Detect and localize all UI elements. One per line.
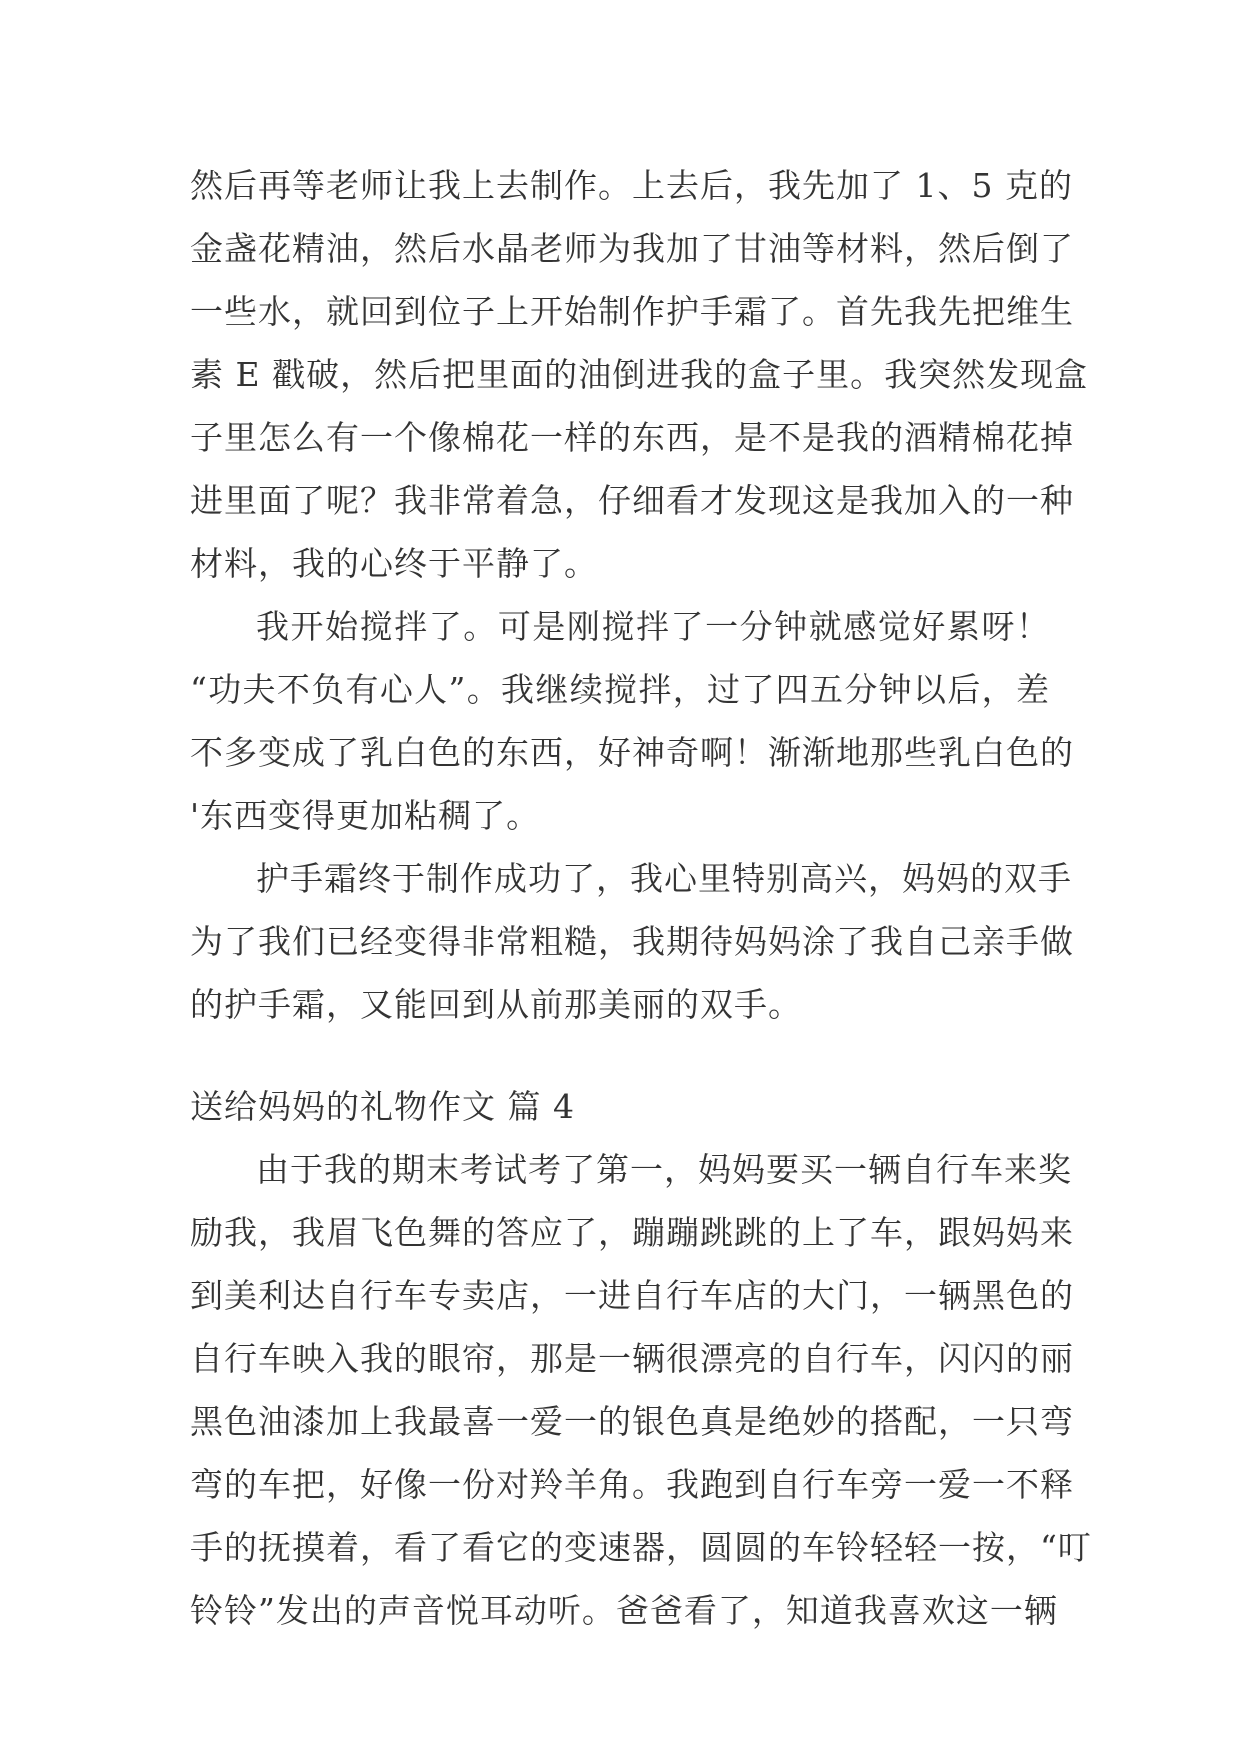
text-line: 到美利达自行车专卖店，一进自行车店的大门，一辆黑色的	[190, 1276, 1074, 1315]
text-line: 的护手霜，又能回到从前那美丽的双手。	[190, 985, 802, 1024]
text-line: 材料，我的心终于平静了。	[190, 544, 598, 583]
text-line: 铃铃”发出的声音悦耳动听。爸爸看了，知道我喜欢这一辆	[190, 1591, 1058, 1630]
text-line: 素 E 戳破，然后把里面的油倒进我的盒子里。我突然发现盒	[190, 355, 1089, 394]
text-line: 我开始搅拌了。可是刚搅拌了一分钟就感觉好累呀！	[256, 607, 1050, 646]
text-line: 黑色油漆加上我最喜一爱一的银色真是绝妙的搭配，一只弯	[190, 1402, 1074, 1441]
section-title-block	[190, 1075, 1050, 1138]
text-line: 金盏花精油，然后水晶老师为我加了甘油等材料，然后倒了	[190, 229, 1074, 268]
text-line: “功夫不负有心人”。我继续搅拌，过了四五分钟以后，差	[190, 670, 1050, 709]
text-line: '东西变得更加粘稠了。	[190, 796, 541, 835]
paragraph-3	[190, 847, 1074, 1036]
text-line: 然后再等老师让我上去制作。上去后，我先加了 1、5 克的	[190, 166, 1073, 205]
section-title: 送给妈妈的礼物作文 篇 4	[190, 1087, 575, 1126]
paragraph-1	[190, 154, 1089, 595]
text-line: 护手霜终于制作成功了，我心里特别高兴，妈妈的双手	[256, 859, 1072, 898]
text-line: 子里怎么有一个像棉花一样的东西，是不是我的酒精棉花掉	[190, 418, 1074, 457]
paragraph-4	[190, 1138, 1092, 1642]
text-line: 一些水，就回到位子上开始制作护手霜了。首先我先把维生	[190, 292, 1074, 331]
text-line: 不多变成了乳白色的东西，好神奇啊！渐渐地那些乳白色的	[190, 733, 1074, 772]
text-line: 弯的车把，好像一份对羚羊角。我跑到自行车旁一爱一不释	[190, 1465, 1074, 1504]
text-line: 由于我的期末考试考了第一，妈妈要买一辆自行车来奖	[256, 1150, 1072, 1189]
text-line: 自行车映入我的眼帘，那是一辆很漂亮的自行车，闪闪的丽	[190, 1339, 1074, 1378]
text-line: 为了我们已经变得非常粗糙，我期待妈妈涂了我自己亲手做	[190, 922, 1074, 961]
text-line: 励我，我眉飞色舞的答应了，蹦蹦跳跳的上了车，跟妈妈来	[190, 1213, 1074, 1252]
text-line: 手的抚摸着，看了看它的变速器，圆圆的车铃轻轻一按，“叮	[190, 1528, 1092, 1567]
paragraph-2	[190, 595, 1074, 847]
text-line: 进里面了呢？我非常着急，仔细看才发现这是我加入的一种	[190, 481, 1074, 520]
